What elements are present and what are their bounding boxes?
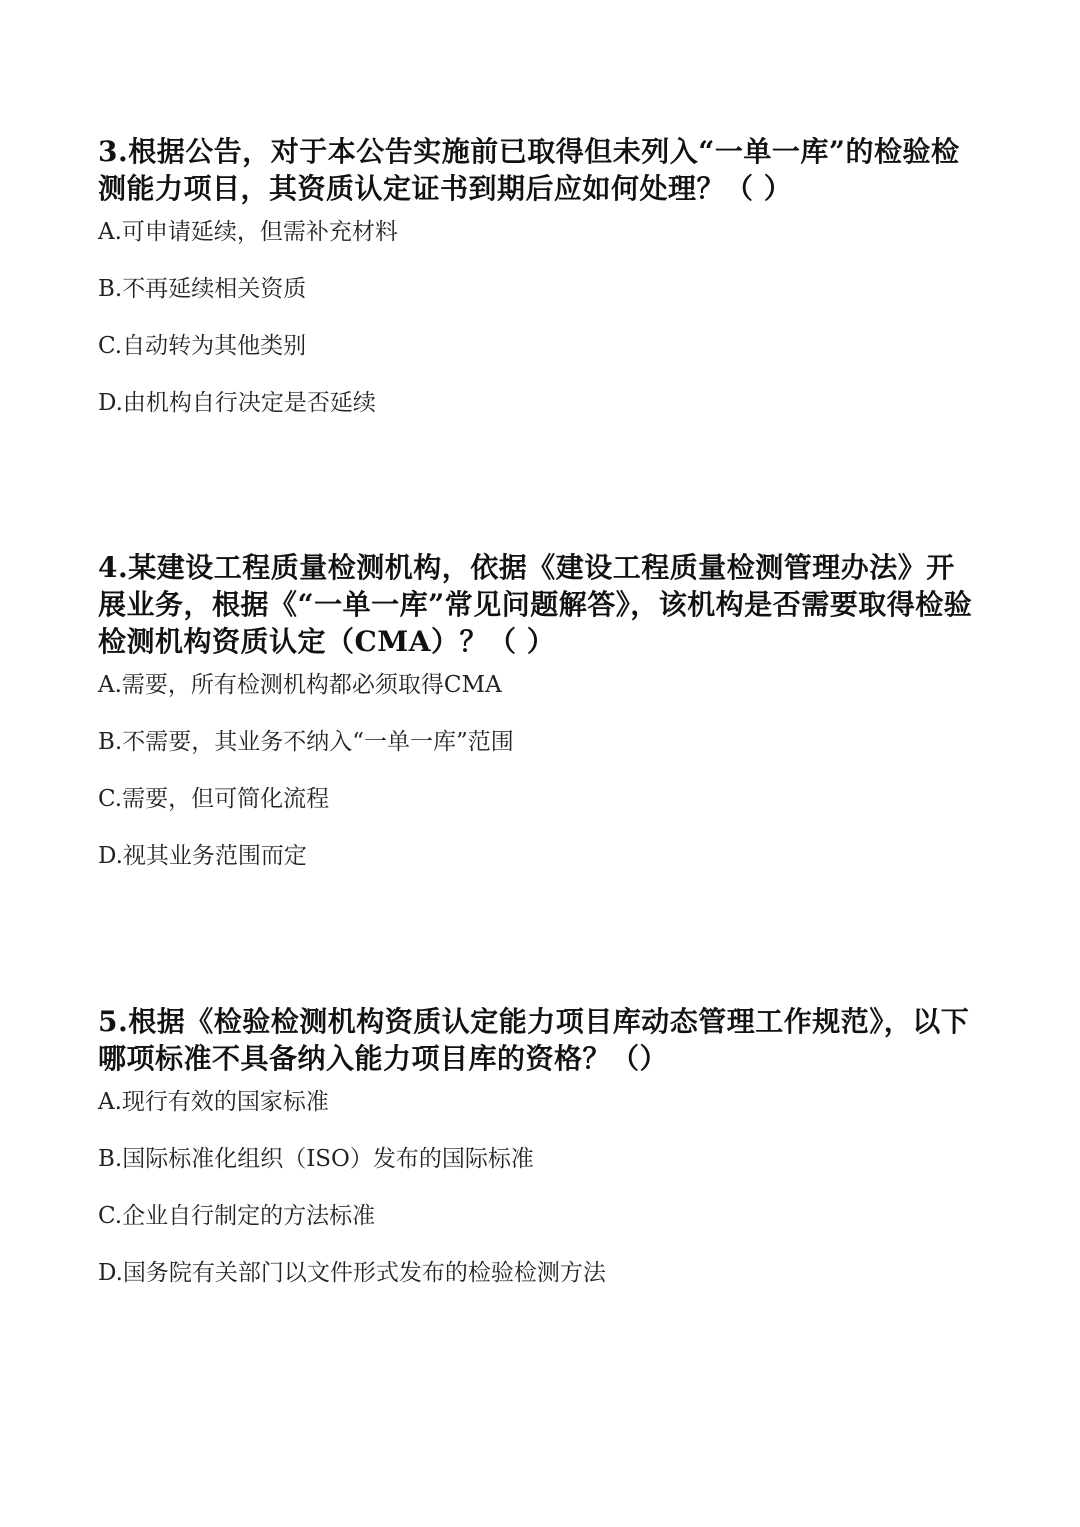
question-4-option-d[interactable]: D.视其业务范围而定 <box>98 843 307 869</box>
question-3-text: 3.根据公告，对于本公告实施前已取得但未列入“一单一库”的检验检测能力项目，其资质认定证书到期后应如何处理？（ ） <box>98 135 960 205</box>
question-5-option-a[interactable]: A.现行有效的国家标准 <box>98 1089 329 1115</box>
question-3-option-c[interactable]: C.自动转为其他类别 <box>98 333 307 359</box>
question-5-option-d[interactable]: D.国务院有关部门以文件形式发布的检验检测方法 <box>98 1260 606 1286</box>
question-4-option-b[interactable]: B.不需要，其业务不纳入“一单一库”范围 <box>98 729 514 755</box>
question-4-option-c[interactable]: C.需要，但可简化流程 <box>98 786 330 812</box>
question-5-option-b[interactable]: B.国际标准化组织（ISO）发布的国际标准 <box>98 1146 534 1172</box>
question-5-option-c[interactable]: C.企业自行制定的方法标准 <box>98 1203 376 1229</box>
question-3-option-a[interactable]: A.可申请延续，但需补充材料 <box>98 219 398 245</box>
question-5 <box>98 1003 982 1315</box>
question-3-option-d[interactable]: D.由机构自行决定是否延续 <box>98 390 376 416</box>
question-4 <box>98 549 982 898</box>
question-5-text: 5.根据《检验检测机构资质认定能力项目库动态管理工作规范》，以下哪项标准不具备纳入能力项目库的资格？（） <box>98 1005 970 1075</box>
question-4-option-a[interactable]: A.需要，所有检测机构都必须取得CMA <box>98 672 502 698</box>
question-3-option-b[interactable]: B.不再延续相关资质 <box>98 276 307 302</box>
question-3 <box>98 133 982 445</box>
question-4-text: 4.某建设工程质量检测机构，依据《建设工程质量检测管理办法》开展业务，根据《“一单一库”常见问题解答》，该机构是否需要取得检验检测机构资质认定（CMA）？（ ） <box>98 551 973 658</box>
